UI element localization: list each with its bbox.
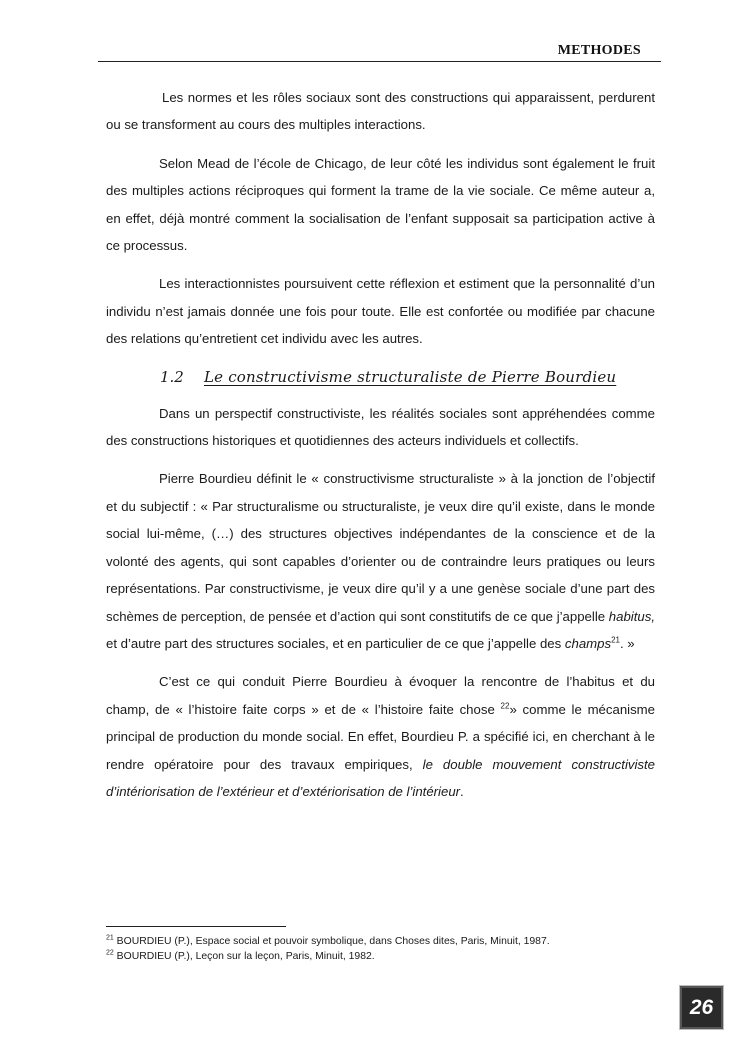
footnote-ref-22[interactable]: 22 — [500, 701, 510, 711]
footnote-separator — [106, 926, 286, 927]
paragraph-constructivist: Dans un perspectif constructiviste, les réalités sociales sont appréhendées comme des constructions historiques et quotidiennes des acteurs individuels et collectifs. — [106, 405, 655, 449]
footnote-text: BOURDIEU (P.), Leçon sur la leçon, Paris, Minuit, 1982. — [113, 951, 375, 962]
paragraph-habitus-champ — [106, 668, 655, 805]
page-number-badge: 26 — [679, 985, 724, 1030]
footnote-number: 22 — [106, 949, 114, 957]
footnote-22 — [106, 949, 666, 964]
paragraph-norms: Les normes et les rôles sociaux sont des constructions qui apparaissent, perdurent ou se transforment au cours des multiples interactions. — [106, 90, 655, 133]
italic-quote: le double mouvement constructiviste d’intériorisation de l’extérieur et d’extériorisation de l’intérieur — [106, 756, 655, 799]
paragraph-text: » comme le mécanisme principal de production du monde social. En effet, Bourdieu P. a spécifié ici, en cherchant à le rendre opératoire pour des travaux empiriques, — [106, 701, 655, 772]
section-number: 1.2 — [160, 367, 184, 386]
paragraph-text: Pierre Bourdieu définit le « constructivisme structuraliste » à la jonction de l’objectif et du subjectif : « Par structuralisme ou structuraliste, je veux dire qu’il existe, dans le monde social lui-même, (…) des structures objectives indépendantes de la conscience et de la volonté des agents, qui sont capables d’orienter ou de contraindre leurs pratiques ou leurs représentations. Par constructivisme, je veux dire qu’il y a une genèse sociale d’une part des schèmes de perception, de pensée et d’action qui sont constitutifs de ce que j’appelle — [106, 471, 655, 624]
section-heading — [160, 364, 655, 390]
footnote-text: BOURDIEU (P.), Espace social et pouvoir symbolique, dans Choses dites, Paris, Minuit, 1987. — [113, 936, 550, 947]
paragraph-text: . » — [619, 635, 635, 651]
paragraph-interactionists: Les interactionnistes poursuivent cette réflexion et estiment que la personnalité d’un individu n’est jamais donnée une fois pour toute. Elle est confortée ou modifiée par chacune des relations qu’entretient cet individu avec les autres. — [106, 276, 655, 347]
paragraph-mead: Selon Mead de l’école de Chicago, de leur côté les individus sont également le fruit des multiples actions réciproques qui forment la trame de la vie sociale. Ce même auteur a, en effet, déjà montré comment la socialisation de l’enfant supposait sa participation active à ce processus. — [106, 155, 655, 254]
footnote-21 — [106, 934, 666, 949]
body-text — [106, 84, 655, 816]
header-rule — [98, 61, 661, 62]
footnotes — [106, 934, 666, 964]
footnote-number: 21 — [106, 934, 114, 942]
paragraph-text: et d’autre part des structures sociales, et en particulier de ce que j’appelle des — [106, 635, 565, 651]
italic-term-champs: champs — [564, 635, 612, 651]
paragraph-text: C’est ce qui conduit Pierre Bourdieu à évoquer la rencontre de l’habitus et du champ, de « l’histoire faite corps » et de « l’histoire faite chose — [106, 674, 655, 717]
footnote-ref-21[interactable]: 21 — [611, 635, 620, 645]
paragraph-text: . — [460, 783, 464, 799]
italic-term-habitus: habitus, — [608, 608, 655, 624]
running-header-title: METHODES — [557, 43, 641, 58]
section-title: Le constructivisme structuraliste de Pierre Bourdieu — [204, 367, 617, 386]
paragraph-bourdieu-definition — [106, 465, 655, 657]
